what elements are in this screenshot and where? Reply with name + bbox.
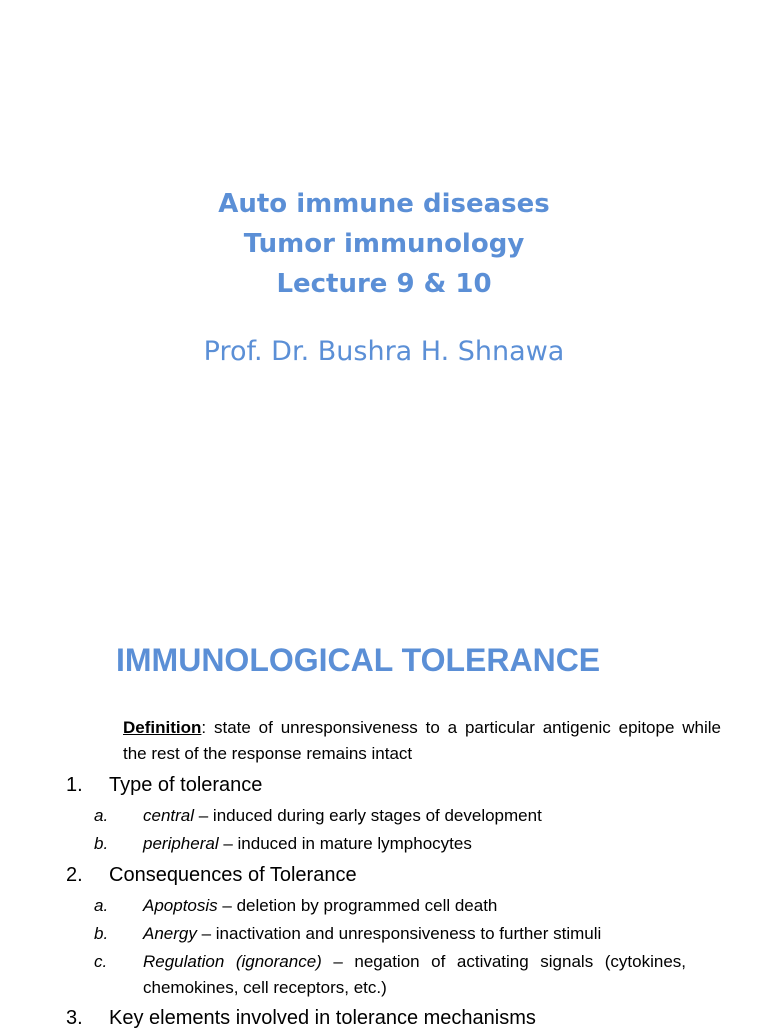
sub-text [143,893,686,919]
sub-letter: a. [94,896,109,915]
title-line-1: Auto immune diseases [218,189,550,219]
sub-term: Regulation (ignorance) [143,952,322,971]
list-number: 3. [66,1007,83,1029]
sub-term: peripheral [143,834,219,853]
sub-desc: – induced during early stages of development [194,806,542,825]
definition-paragraph [123,715,721,767]
sub-text [143,831,686,857]
sub-term: Apoptosis [143,896,218,915]
sub-desc: – deletion by programmed cell death [217,896,498,915]
list-text: Key elements involved in tolerance mechanisms [109,1007,536,1029]
title-line-2: Tumor immunology [243,229,525,259]
sub-text [143,921,686,947]
sub-desc: – negation of activating signals (cytokines, chemokines, cell receptors, etc.) [143,952,686,997]
sub-letter: b. [94,924,109,943]
sub-letter: c. [94,952,108,971]
sub-letter: a. [94,806,109,825]
sub-desc: – induced in mature lymphocytes [218,834,472,853]
list-number: 2. [66,864,83,886]
list-text: Consequences of Tolerance [109,864,357,886]
sub-letter: b. [94,834,109,853]
sub-text [143,803,686,829]
title-block [0,184,768,304]
author-name: Prof. Dr. Bushra H. Shnawa [203,336,565,367]
sub-term: central [143,806,195,825]
definition-text: : state of unresponsiveness to a particular antigenic epitope while the rest of the response remains intact [123,718,721,763]
definition-label: Definition [123,718,202,737]
section-heading: IMMUNOLOGICAL TOLERANCE [116,642,601,678]
title-line-3: Lecture 9 & 10 [276,269,492,299]
sub-desc: – inactivation and unresponsiveness to further stimuli [196,924,602,943]
list-text: Type of tolerance [109,774,263,796]
sub-text [143,949,686,1001]
list-number: 1. [66,774,83,796]
sub-term: Anergy [143,924,197,943]
